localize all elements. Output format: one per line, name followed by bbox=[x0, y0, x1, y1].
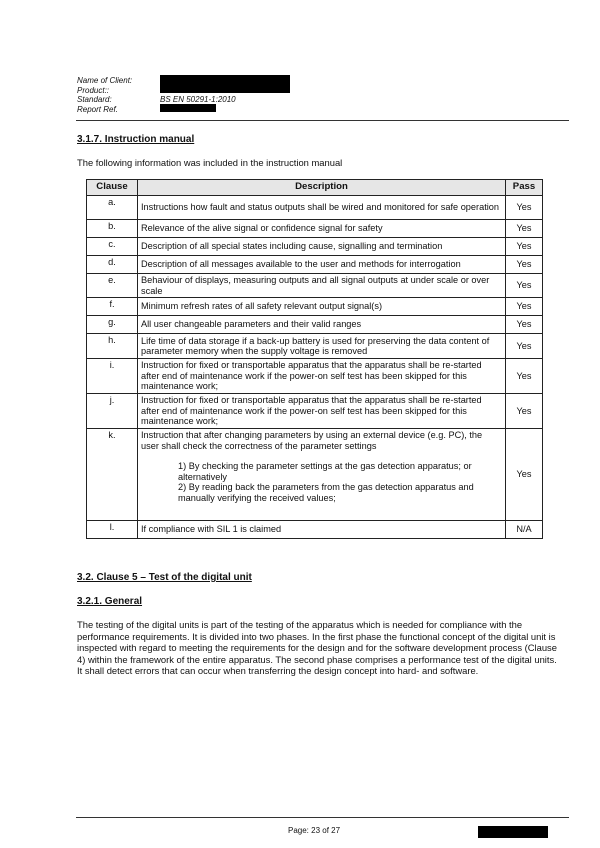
column-header-clause: Clause bbox=[87, 180, 138, 196]
table-row bbox=[87, 238, 543, 256]
table-row bbox=[87, 521, 543, 539]
clause-cell: h. bbox=[87, 334, 138, 359]
table-row bbox=[87, 429, 543, 521]
pass-cell: Yes bbox=[506, 394, 543, 429]
clause-cell: c. bbox=[87, 238, 138, 256]
pass-cell: Yes bbox=[506, 238, 543, 256]
redaction-client-block bbox=[160, 75, 290, 93]
clause-cell: b. bbox=[87, 220, 138, 238]
pass-cell: Yes bbox=[506, 196, 543, 220]
description-cell: Behaviour of displays, measuring outputs and all signal outputs at under scale or over scale bbox=[138, 274, 506, 298]
table-row bbox=[87, 394, 543, 429]
description-cell: If compliance with SIL 1 is claimed bbox=[138, 521, 506, 539]
description-option-2: 2) By reading back the parameters from the gas detection apparatus and manually verifying the received values; bbox=[178, 482, 474, 503]
description-cell: All user changeable parameters and their valid ranges bbox=[138, 316, 506, 334]
header-label-report-ref: Report Ref. bbox=[77, 104, 118, 114]
description-cell: Instruction for fixed or transportable apparatus that the apparatus shall be re-started after end of maintenance work if the power-on self test has been skipped for this maintenance work; bbox=[138, 394, 506, 429]
clause-cell: g. bbox=[87, 316, 138, 334]
table-row bbox=[87, 359, 543, 394]
table-row bbox=[87, 256, 543, 274]
description-cell: Minimum refresh rates of all safety relevant output signal(s) bbox=[138, 298, 506, 316]
pass-cell: Yes bbox=[506, 298, 543, 316]
clause-cell: j. bbox=[87, 394, 138, 429]
column-header-description: Description bbox=[138, 180, 506, 196]
clause-cell: i. bbox=[87, 359, 138, 394]
section-heading-instruction-manual: 3.1.7. Instruction manual bbox=[77, 134, 195, 145]
header-label-standard: Standard: bbox=[77, 95, 112, 104]
clause-cell: k. bbox=[87, 429, 138, 521]
header-rule bbox=[76, 120, 569, 121]
clause-cell: e. bbox=[87, 274, 138, 298]
table-row bbox=[87, 316, 543, 334]
description-text: Instruction that after changing parameters by using an external device (e.g. PC), the user shall check the correctness of the parameter settings bbox=[141, 430, 483, 451]
description-cell: Relevance of the alive signal or confidence signal for safety bbox=[138, 220, 506, 238]
clause-cell: a. bbox=[87, 196, 138, 220]
pass-cell: Yes bbox=[506, 256, 543, 274]
pass-cell: N/A bbox=[506, 521, 543, 539]
table-header-row bbox=[87, 180, 543, 196]
table-row bbox=[87, 274, 543, 298]
section-heading-digital-unit: 3.2. Clause 5 – Test of the digital unit bbox=[77, 572, 252, 583]
instruction-manual-table bbox=[86, 179, 543, 539]
pass-cell: Yes bbox=[506, 429, 543, 521]
description-cell: Description of all special states including cause, signalling and termination bbox=[138, 238, 506, 256]
description-cell bbox=[138, 429, 506, 521]
pass-cell: Yes bbox=[506, 359, 543, 394]
pass-cell: Yes bbox=[506, 316, 543, 334]
table-row bbox=[87, 220, 543, 238]
column-header-pass: Pass bbox=[506, 180, 543, 196]
subsection-heading-general: 3.2.1. General bbox=[77, 596, 143, 607]
general-paragraph: The testing of the digital units is part of the testing of the apparatus which is needed for compliance with the performance requirements. It is divided into two phases. In the first phase the functional concept of the digital unit is inspected with regard to meeting the requirements for the design and for the software development process (Clause 4) within the framework of the entire apparatus. The second phase comprises a performance test of the digital units. It shall detect errors that can occur when transferring the design concept into hard- and software. bbox=[77, 619, 557, 676]
redaction-footer bbox=[478, 826, 548, 838]
header-standard-value: BS EN 50291-1:2010 bbox=[160, 95, 236, 104]
clause-cell: f. bbox=[87, 298, 138, 316]
table-row bbox=[87, 298, 543, 316]
clause-cell: d. bbox=[87, 256, 138, 274]
pass-cell: Yes bbox=[506, 334, 543, 359]
header-label-product: Product:: bbox=[77, 85, 110, 95]
redaction-report-ref bbox=[160, 104, 216, 112]
description-cell: Life time of data storage if a back-up battery is used for preserving the data content of parameter memory when the supply voltage is removed bbox=[138, 334, 506, 359]
description-option-1: 1) By checking the parameter settings at the gas detection apparatus; or alternatively bbox=[178, 461, 472, 482]
footer-rule bbox=[76, 817, 569, 818]
page-number: Page: 23 of 27 bbox=[288, 826, 341, 835]
pass-cell: Yes bbox=[506, 274, 543, 298]
description-cell: Description of all messages available to the user and methods for interrogation bbox=[138, 256, 506, 274]
table-row bbox=[87, 334, 543, 359]
header-label-client: Name of Client: bbox=[77, 76, 133, 85]
description-cell: Instruction for fixed or transportable apparatus that the apparatus shall be re-started after end of maintenance work if the power-on self test has been skipped for this maintenance work; bbox=[138, 359, 506, 394]
description-cell: Instructions how fault and status outputs shall be wired and monitored for safe operation bbox=[138, 196, 506, 220]
section-intro: The following information was included in the instruction manual bbox=[77, 157, 343, 168]
pass-cell: Yes bbox=[506, 220, 543, 238]
clause-cell: l. bbox=[87, 521, 138, 539]
table-row bbox=[87, 196, 543, 220]
